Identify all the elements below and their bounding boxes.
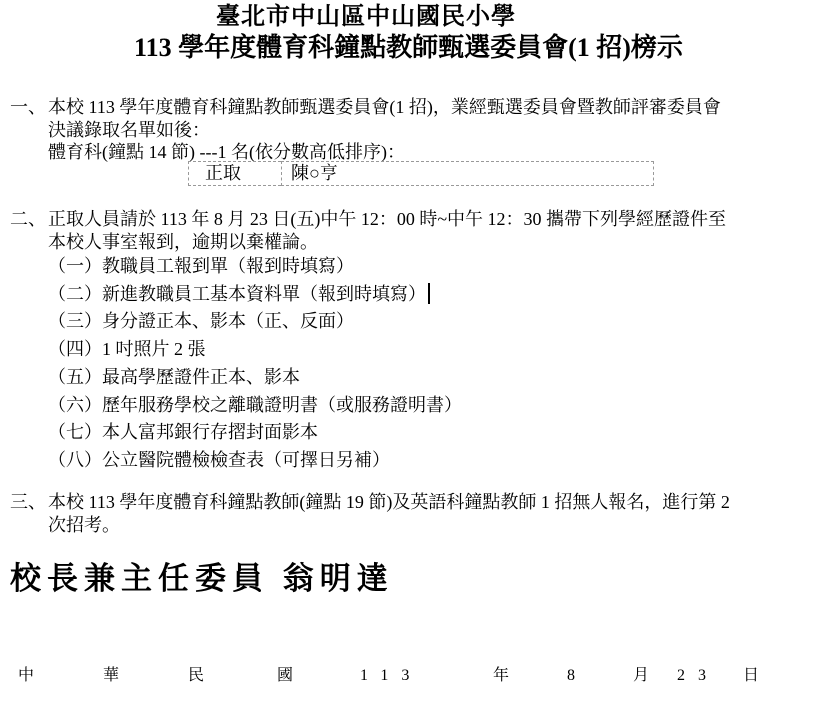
date-month-number: 8 [567,667,575,684]
section-1-marker: 一、 [10,97,46,117]
date-line [0,664,817,690]
checklist-item-4: （四）1 吋照片 2 張 [48,339,206,360]
principal-signature: 校長兼主任委員 翁明達 [10,561,394,596]
section-3 [10,491,810,536]
checklist-item-3: （三）身分證正本、影本（正、反面） [48,311,354,332]
date-char-guo: 國 [277,667,294,684]
result-name-cell: 陳○亨 [281,161,654,186]
section-1-line-3: 體育科(鐘點 14 節) ---1 名(依分數高低排序)： [48,142,405,162]
checklist-item-5: （五）最高學歷證件正本、影本 [48,366,300,387]
date-day-number: 23 [677,667,719,684]
date-char-hua: 華 [103,667,120,684]
section-2-line-2: 本校人事室報到，逾期以棄權論。 [48,231,318,252]
admitted-result-table [188,161,654,186]
date-char-day: 日 [743,667,760,684]
section-3-marker: 三、 [10,492,46,512]
section-3-line-1: 本校 113 學年度體育科鐘點教師(鐘點 19 節)及英語科鐘點教師 1 招無人報名，進行第 2 [48,492,730,512]
section-1-line-2: 決議錄取名單如後： [48,119,210,140]
result-rank-cell: 正取 [188,161,281,186]
section-2-marker: 二、 [10,209,46,229]
text-cursor [428,283,430,304]
checklist-item-1: （一）教職員工報到單（報到時填寫） [48,256,354,276]
section-2-line-1: 正取人員請於 113 年 8 月 23 日(五)中午 12：00 時~中午 12：30 攜帶下列學經歷證件至 [48,209,727,229]
section-2 [10,208,810,475]
section-1 [10,96,810,164]
checklist-item-6: （六）歷年服務學校之離職證明書（或服務證明書） [48,394,462,415]
section-3-line-2: 次招考。 [48,514,120,535]
date-char-year: 年 [493,667,510,684]
date-char-month: 月 [633,667,650,684]
announcement-title: 113 學年度體育科鐘點教師甄選委員會(1 招)榜示 [134,33,683,62]
checklist-item-2: （二）新進教職員工基本資料單（報到時填寫） [48,281,810,309]
checklist-item-8: （八）公立醫院體檢檢查表（可擇日另補） [48,449,390,470]
checklist-item-7: （七）本人富邦銀行存摺封面影本 [48,422,318,443]
date-char-min: 民 [188,667,205,684]
date-year-number: 113 [360,667,423,684]
school-name-title: 臺北市中山區中山國民小學 [216,4,516,30]
date-char-zhong: 中 [18,667,35,684]
section-1-line-1: 本校 113 學年度體育科鐘點教師甄選委員會(1 招)，業經甄選委員會暨教師評審委員會 [48,97,721,117]
